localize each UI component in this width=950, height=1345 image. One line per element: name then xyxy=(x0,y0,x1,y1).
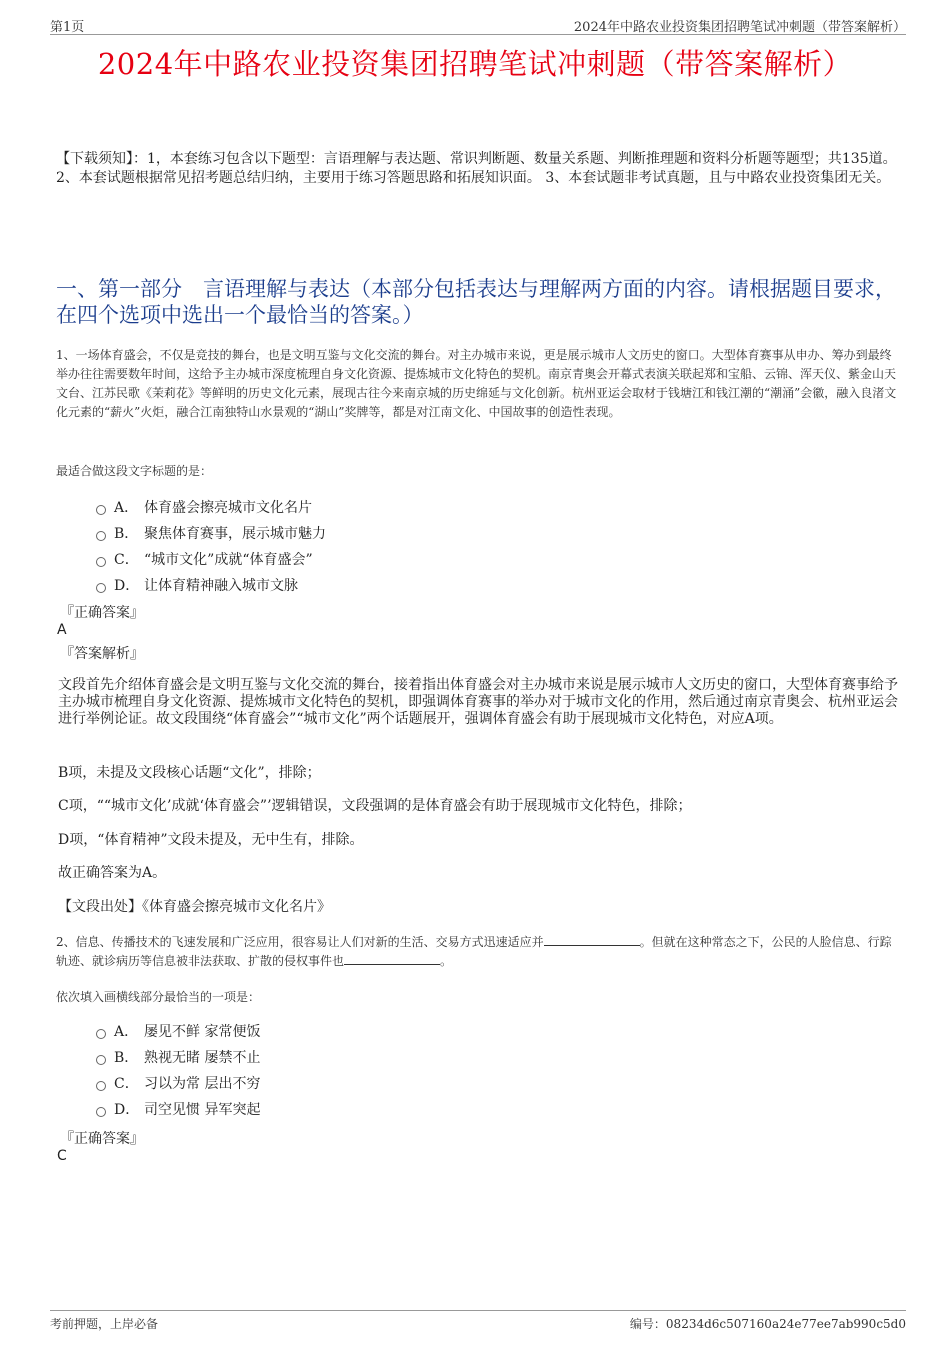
analysis-paragraph: 文段首先介绍体育盛会是文明互鉴与文化交流的舞台，接着指出体育盛会对主办城市来说是展示城市人文历史的窗口，大型体育赛事给予主办城市梳理自身文化资源、提炼城市文化特色的契机，即强调体育赛事的举办对于城市文化的作用，然后通过南京青奥会、杭州亚运会进行举例论证。故文段围绕“体育盛会”“城市文化”两个话题展开，强调体育盛会有助于展现城市文化特色，对应A项。 xyxy=(58,677,898,727)
radio-icon[interactable] xyxy=(96,583,106,593)
option-c[interactable]: C． “城市文化”成就“体育盛会” xyxy=(96,546,326,572)
radio-icon[interactable] xyxy=(96,531,106,541)
question-2-prompt: 依次填入画横线部分最恰当的一项是： xyxy=(56,990,261,1004)
radio-icon[interactable] xyxy=(96,1107,106,1117)
option-c[interactable]: C． 习以为常 层出不穷 xyxy=(96,1070,260,1096)
fill-blank xyxy=(344,952,440,965)
section-title: 一、第一部分 言语理解与表达（本部分包括表达与理解两方面的内容。请根据题目要求，在四个选项中选出一个最恰当的答案。） xyxy=(56,277,896,327)
download-notice: 【下载须知】：1，本套练习包含以下题型：言语理解与表达题、常识判断题、数量关系题、判断推理题和资料分析题等题型；共135道。 2、本套试题根据常见招考题总结归纳，主要用于练习答题思路和拓展知识面。 3、本套试题非考试真题，且与中路农业投资集团无关。 xyxy=(56,151,897,186)
question-1-stem: 1、一场体育盛会，不仅是竞技的舞台，也是文明互鉴与文化交流的舞台。对主办城市来说，更是展示城市人文历史的窗口。大型体育赛事从申办、筹办到最终举办往往需要数年时间，这给予主办城市深度梳理自身文化资源、提炼城市文化特色的契机。南京青奥会开幕式表演关联起郑和宝船、云锦、浑天仪、紫金山天文台、江苏民歌《茉莉花》等鲜明的历史文化元素，展现古往今来南京城的历史绵延与文化创新。杭州亚运会取材于钱塘江和钱江潮的“潮涌”会徽，融入良渚文化元素的“薪火”火炬，融合江南独特山水景观的“湖山”奖牌等，都是对江南文化、中国故事的创造性表现。 xyxy=(56,348,897,419)
analysis-paragraph: B项，未提及文段核心话题“文化”，排除； xyxy=(58,765,321,781)
analysis-label: 『答案解析』 xyxy=(60,646,144,662)
source-citation: 【文段出处】《体育盛会擦亮城市文化名片》 xyxy=(58,899,331,915)
correct-answer-label: 『正确答案』 xyxy=(60,1131,144,1147)
option-b[interactable]: B． 聚焦体育赛事，展示城市魅力 xyxy=(96,520,326,546)
analysis-paragraph: C项，““城市文化’成就‘体育盛会”’逻辑错误，文段强调的是体育盛会有助于展现城市文化特色，排除； xyxy=(58,798,692,814)
option-a[interactable]: A． 屡见不鲜 家常便饭 xyxy=(96,1018,260,1044)
analysis-paragraph: 故正确答案为A。 xyxy=(58,865,167,881)
fill-blank xyxy=(544,933,640,946)
correct-answer: C xyxy=(57,1148,67,1164)
option-b[interactable]: B． 熟视无睹 屡禁不止 xyxy=(96,1044,260,1070)
page-footer xyxy=(50,1310,906,1333)
option-d[interactable]: D． 让体育精神融入城市文脉 xyxy=(96,572,326,598)
question-1-options xyxy=(96,494,326,598)
document-title: 2024年中路农业投资集团招聘笔试冲刺题（带答案解析） xyxy=(97,47,853,81)
footer-slogan: 考前押题，上岸必备 xyxy=(50,1317,159,1331)
correct-answer-label: 『正确答案』 xyxy=(60,605,144,621)
radio-icon[interactable] xyxy=(96,1081,106,1091)
radio-icon[interactable] xyxy=(96,1029,106,1039)
question-2-stem: 2、信息、传播技术的飞速发展和广泛应用，很容易让人们对新的生活、交易方式迅速适应并 。但就在这种常态之下，公民的人脸信息、行踪轨迹、就诊病历等信息被非法获取、扩散的侵权事件也 。 xyxy=(56,935,892,968)
page-number: 第1页 xyxy=(50,20,85,35)
question-1-prompt: 最适合做这段文字标题的是： xyxy=(56,464,213,478)
option-a[interactable]: A． 体育盛会擦亮城市文化名片 xyxy=(96,494,326,520)
header-doc-name: 2024年中路农业投资集团招聘笔试冲刺题（带答案解析） xyxy=(573,20,906,35)
footer-code: 编号：08234d6c507160a24e77ee7ab990c5d0 xyxy=(629,1317,906,1331)
option-d[interactable]: D． 司空见惯 异军突起 xyxy=(96,1096,260,1122)
question-2-options xyxy=(96,1018,260,1122)
radio-icon[interactable] xyxy=(96,505,106,515)
correct-answer: A xyxy=(57,622,67,638)
radio-icon[interactable] xyxy=(96,1055,106,1065)
radio-icon[interactable] xyxy=(96,557,106,567)
analysis-paragraph: D项，“体育精神”文段未提及，无中生有，排除。 xyxy=(58,832,364,848)
page-header xyxy=(50,16,906,35)
